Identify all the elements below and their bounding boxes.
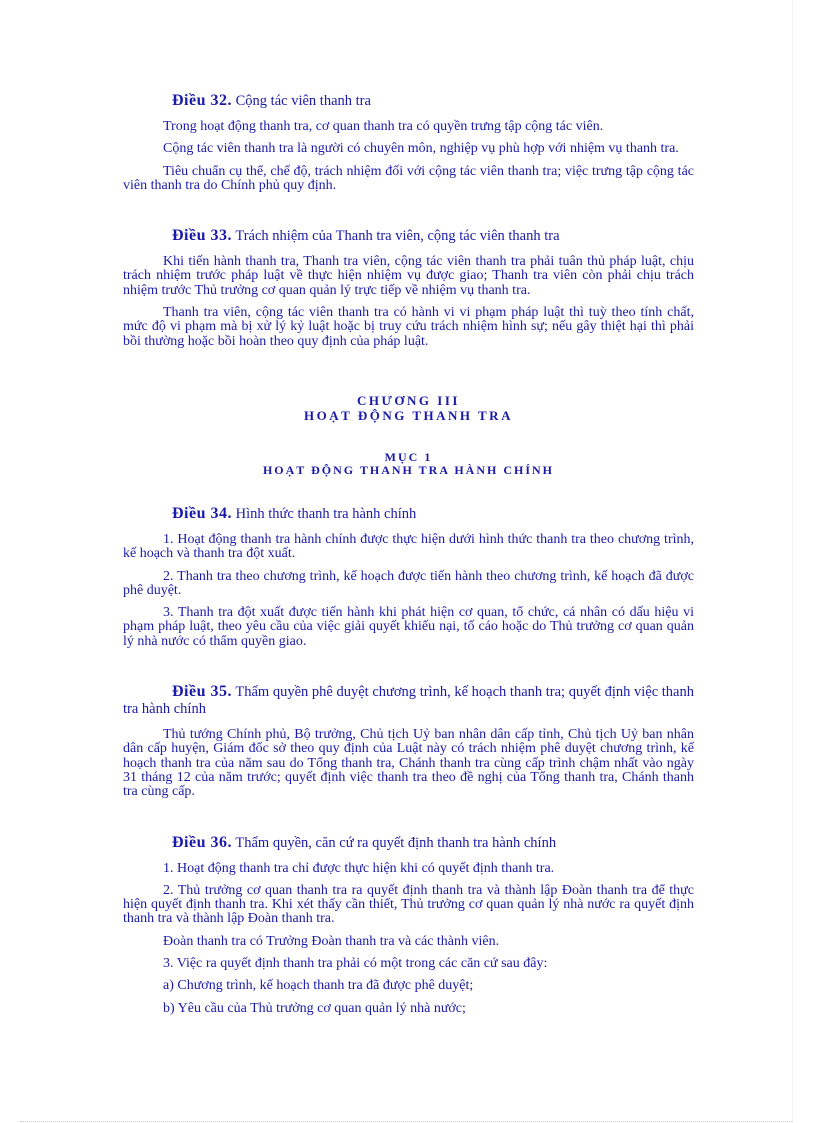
article-number: Điều 32.	[172, 92, 232, 109]
article-title: Cộng tác viên thanh tra	[235, 93, 371, 109]
paragraph: Thủ tướng Chính phủ, Bộ trưởng, Chủ tịch Uỷ ban nhân dân cấp tỉnh, Chủ tịch Uỷ ban nhân dân cấp huyện, Giám đốc sở theo quy định của Luật này có trách nhiệm phê duyệt chương trình, kế hoạch thanh tra của năm sau do Tổng thanh tra, Chánh thanh tra cùng cấp trình chậm nhất vào ngày 31 tháng 12 của năm trước; quyết định việc thanh tra theo đề nghị của Tổng thanh tra, Chánh thanh tra cùng cấp.	[123, 727, 694, 800]
paragraph: Cộng tác viên thanh tra là người có chuyên môn, nghiệp vụ phù hợp với nhiệm vụ thanh tra.	[163, 141, 679, 157]
article-35	[123, 683, 694, 799]
article-heading	[123, 505, 694, 523]
paragraph: 3. Thanh tra đột xuất được tiến hành khi phát hiện cơ quan, tổ chức, cá nhân có dấu hiệu vi phạm pháp luật, theo yêu cầu của việc giải quyết khiếu nại, tố cáo hoặc do Thủ trưởng cơ quan quản lý nhà nước có thẩm quyền giao.	[123, 605, 694, 649]
article-34	[123, 505, 694, 649]
article-number: Điều 36.	[172, 833, 232, 851]
chapter-title: HOẠT ĐỘNG THANH TRA	[304, 407, 513, 423]
article-title: Thẩm quyền phê duyệt chương trình, kế hoạch thanh tra; quyết định việc thanh tra hành chính	[123, 684, 694, 718]
article-title: Thẩm quyền, căn cứ ra quyết định thanh tra hành chính	[235, 834, 557, 851]
article-heading	[123, 834, 694, 852]
article-title: Trách nhiệm của Thanh tra viên, cộng tác viên thanh tra	[235, 228, 560, 245]
paragraph: Tiêu chuẩn cụ thể, chế độ, trách nhiệm đối với cộng tác viên thanh tra; việc trưng tập cộng tác viên thanh tra do Chính phủ quy định.	[123, 163, 694, 193]
paragraph: Thanh tra viên, cộng tác viên thanh tra có hành vi vi phạm pháp luật thì tuỳ theo tính chất, mức độ vi phạm mà bị xử lý kỷ luật hoặc bị truy cứu trách nhiệm hình sự; nếu gây thiệt hại thì phải bồi thường hoặc bồi hoàn theo quy định của pháp luật.	[123, 305, 694, 349]
margin-guide-line	[792, 0, 793, 1123]
chapter-label: CHƯƠNG III	[357, 392, 460, 408]
article-heading	[123, 227, 694, 245]
paragraph: 1. Hoạt động thanh tra hành chính được thực hiện dưới hình thức thanh tra theo chương trình, kế hoạch và thanh tra đột xuất.	[123, 531, 694, 562]
article-33	[123, 227, 694, 349]
paragraph: Trong hoạt động thanh tra, cơ quan thanh tra có quyền trưng tập cộng tác viên.	[163, 119, 604, 134]
article-heading	[123, 683, 694, 718]
article-36	[123, 834, 694, 1016]
section-title: HOẠT ĐỘNG THANH TRA HÀNH CHÍNH	[262, 462, 555, 477]
article-heading	[123, 92, 694, 110]
paragraph: 3. Việc ra quyết định thanh tra phải có một trong các căn cứ sau đây:	[163, 956, 548, 972]
article-number: Điều 34.	[172, 504, 232, 522]
page-boundary-line	[20, 1121, 792, 1122]
article-32	[123, 92, 694, 193]
paragraph: 2. Thủ trưởng cơ quan thanh tra ra quyết định thanh tra và thành lập Đoàn thanh tra để thực hiện quyết định thanh tra. Khi xét thấy cần thiết, Thủ trưởng cơ quan quản lý nhà nước ra quyết định thanh tra và thành lập Đoàn thanh tra.	[123, 882, 694, 927]
article-title: Hình thức thanh tra hành chính	[235, 505, 417, 522]
article-number: Điều 33.	[172, 227, 232, 245]
paragraph: 2. Thanh tra theo chương trình, kế hoạch được tiến hành theo chương trình, kế hoạch đã được phê duyệt.	[123, 568, 694, 598]
paragraph: Đoàn thanh tra có Trưởng Đoàn thanh tra và các thành viên.	[163, 933, 500, 949]
paragraph: 1. Hoạt động thanh tra chỉ được thực hiện khi có quyết định thanh tra.	[163, 860, 555, 876]
document-page	[123, 92, 694, 1024]
paragraph: b) Yêu cầu của Thủ trưởng cơ quan quản lý nhà nước;	[163, 1000, 466, 1016]
paragraph: Khi tiến hành thanh tra, Thanh tra viên, cộng tác viên thanh tra phải tuân thủ pháp luật, chịu trách nhiệm trước pháp luật về thực hiện nhiệm vụ được giao; Thanh tra viên còn phải chịu trách nhiệm trước Thủ trưởng cơ quan quản lý trực tiếp về nhiệm vụ thanh tra.	[123, 254, 694, 298]
paragraph: a) Chương trình, kế hoạch thanh tra đã được phê duyệt;	[163, 978, 474, 994]
article-number: Điều 35.	[172, 683, 233, 701]
section-label: MỤC 1	[384, 449, 433, 464]
